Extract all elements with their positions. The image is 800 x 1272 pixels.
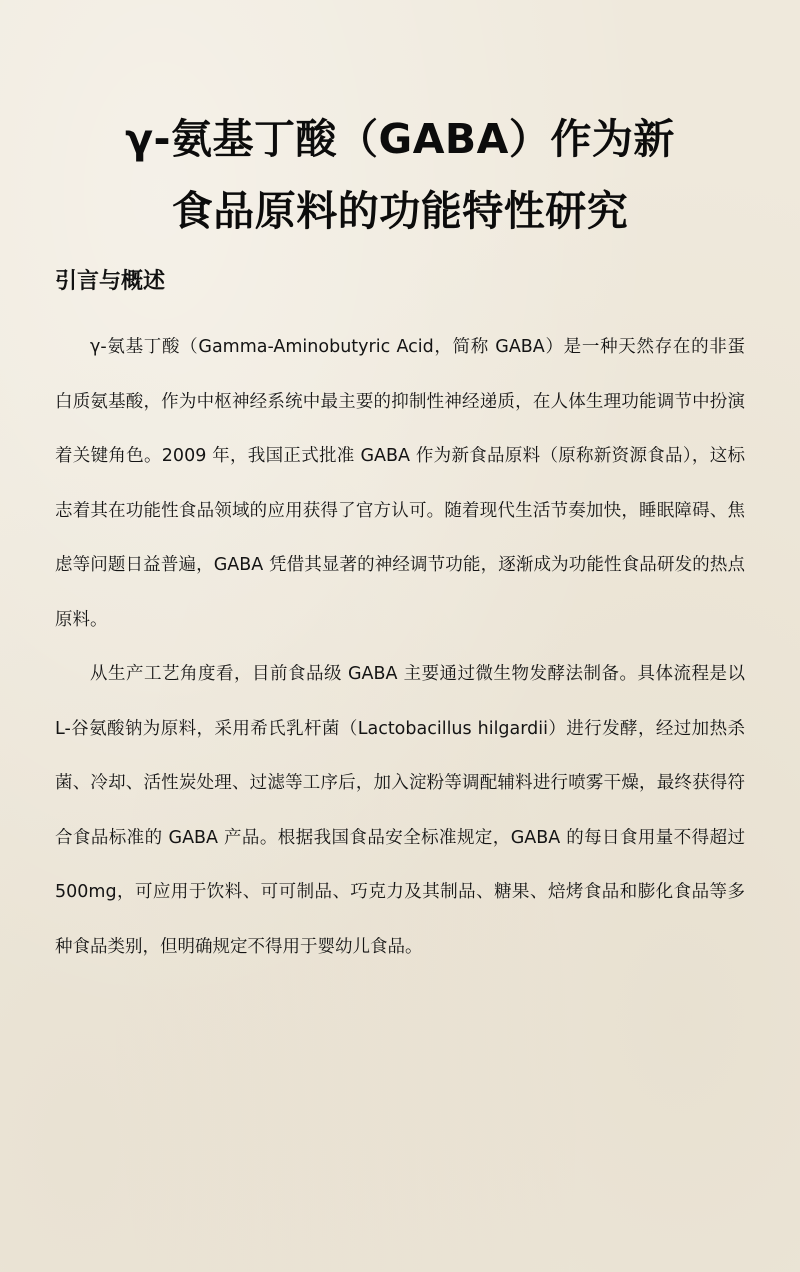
- body-text: [55, 320, 745, 974]
- section-heading: 引言与概述: [55, 269, 166, 294]
- document-title: [40, 103, 760, 247]
- title-line-2: 食品原料的功能特性研究: [171, 187, 629, 236]
- paragraph-2: 从生产工艺角度看，目前食品级 GABA 主要通过微生物发酵法制备。具体流程是以 L-谷氨酸钠为原料，采用希氏乳杆菌（Lactobacillus hilgardii）进行发酵，经过加热杀菌、冷却、活性炭处理、过滤等工序后，加入淀粉等调配辅料进行喷雾干燥，最终获得符合食品标准的 GABA 产品。根据我国食品安全标准规定，GABA 的每日食用量不得超过 500mg，可应用于饮料、可可制品、巧克力及其制品、糖果、焙烤食品和膨化食品等多种食品类别，但明确规定不得用于婴幼儿食品。: [55, 664, 745, 957]
- paragraph-1: γ-氨基丁酸（Gamma-Aminobutyric Acid，简称 GABA）是一种天然存在的非蛋白质氨基酸，作为中枢神经系统中最主要的抑制性神经递质，在人体生理功能调节中扮演着关键角色。2009 年，我国正式批准 GABA 作为新食品原料（原称新资源食品），这标志着其在功能性食品领域的应用获得了官方认可。随着现代生活节奏加快，睡眠障碍、焦虑等问题日益普遍，GABA 凭借其显著的神经调节功能，逐渐成为功能性食品研发的热点原料。: [55, 337, 745, 630]
- title-line-1: γ-氨基丁酸（GABA）作为新: [125, 115, 675, 164]
